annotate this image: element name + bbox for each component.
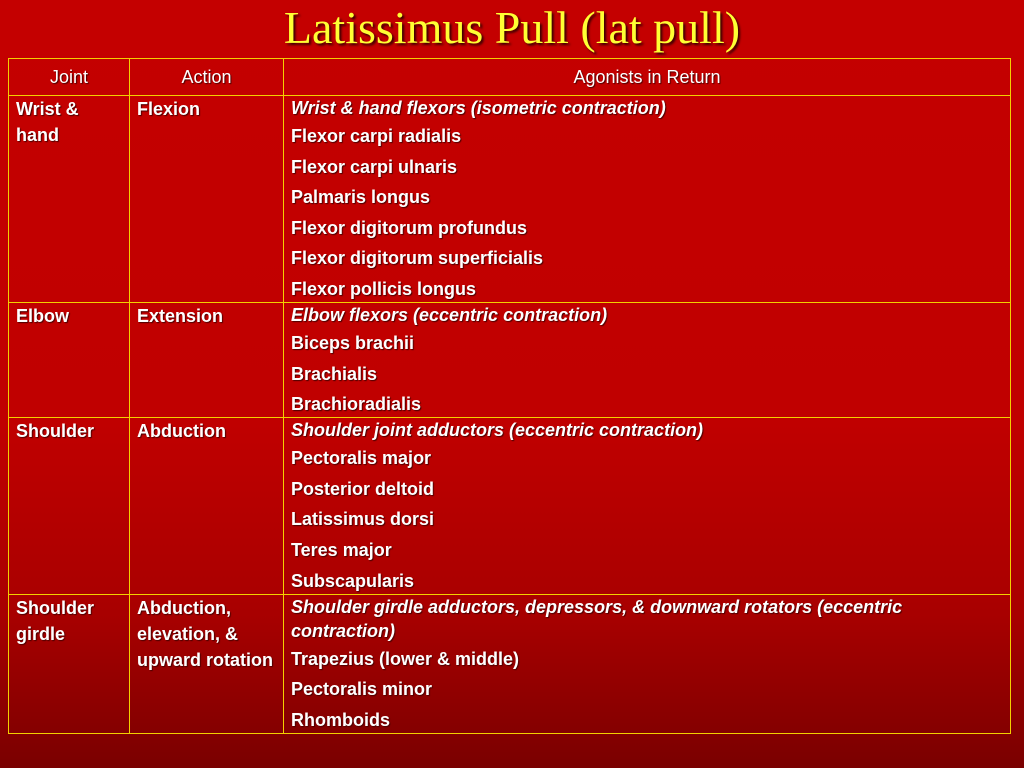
muscle-item: Pectoralis minor — [291, 679, 433, 700]
table-header-row — [9, 59, 1011, 96]
header-joint: Joint — [9, 59, 130, 96]
muscle-item: Brachioradialis — [291, 394, 422, 415]
muscle-item: Flexor digitorum superficialis — [291, 248, 544, 269]
agonist-group-label: Elbow flexors (eccentric contraction) — [291, 304, 608, 325]
muscle-item: Pectoralis major — [291, 448, 432, 469]
table-row-shoulder — [9, 418, 1011, 594]
slide-title: Latissimus Pull (lat pull) — [283, 2, 741, 53]
muscle-item: Biceps brachii — [291, 332, 415, 353]
muscle-item: Posterior deltoid — [291, 478, 435, 499]
muscle-item: Trapezius (lower & middle) — [291, 648, 520, 669]
joint-cell: Shoulder — [9, 418, 130, 594]
agonists-cell — [284, 96, 1011, 303]
muscle-item: Subscapularis — [291, 570, 415, 591]
action-cell: Flexion — [130, 96, 284, 303]
table-row-elbow — [9, 302, 1011, 417]
action-cell: Extension — [130, 302, 284, 417]
agonists-cell — [284, 302, 1011, 417]
agonists-cell — [284, 418, 1011, 594]
muscle-item: Flexor digitorum profundus — [291, 217, 527, 238]
action-cell: Abduction — [130, 418, 284, 594]
muscle-item: Latissimus dorsi — [291, 509, 435, 530]
agonist-group-label: Shoulder joint adductors (eccentric contraction) — [291, 420, 704, 441]
agonists-cell — [284, 594, 1011, 733]
joint-cell: Shoulder girdle — [9, 594, 130, 733]
agonist-group-label: Shoulder girdle adductors, depressors, & downward rotators (eccentric contraction) — [291, 596, 903, 641]
header-agonists: Agonists in Return — [284, 59, 1011, 96]
action-cell: Abduction, elevation, & upward rotation — [130, 594, 284, 733]
muscle-item: Flexor carpi radialis — [291, 126, 462, 146]
table-row-shoulder-girdle — [9, 594, 1011, 733]
muscle-table — [8, 58, 1011, 734]
muscle-item: Rhomboids — [291, 709, 390, 730]
table-row-wrist-hand — [9, 96, 1011, 303]
muscle-item: Brachialis — [291, 363, 378, 384]
header-action: Action — [130, 59, 284, 96]
joint-cell: Wrist & hand — [9, 96, 130, 303]
joint-cell: Elbow — [9, 302, 130, 417]
muscle-item: Flexor carpi ulnaris — [291, 156, 458, 177]
muscle-item: Palmaris longus — [291, 187, 431, 208]
muscle-item: Flexor pollicis longus — [291, 278, 477, 299]
agonist-group-label: Wrist & hand flexors (isometric contraction) — [291, 98, 666, 118]
muscle-item: Teres major — [291, 539, 392, 560]
